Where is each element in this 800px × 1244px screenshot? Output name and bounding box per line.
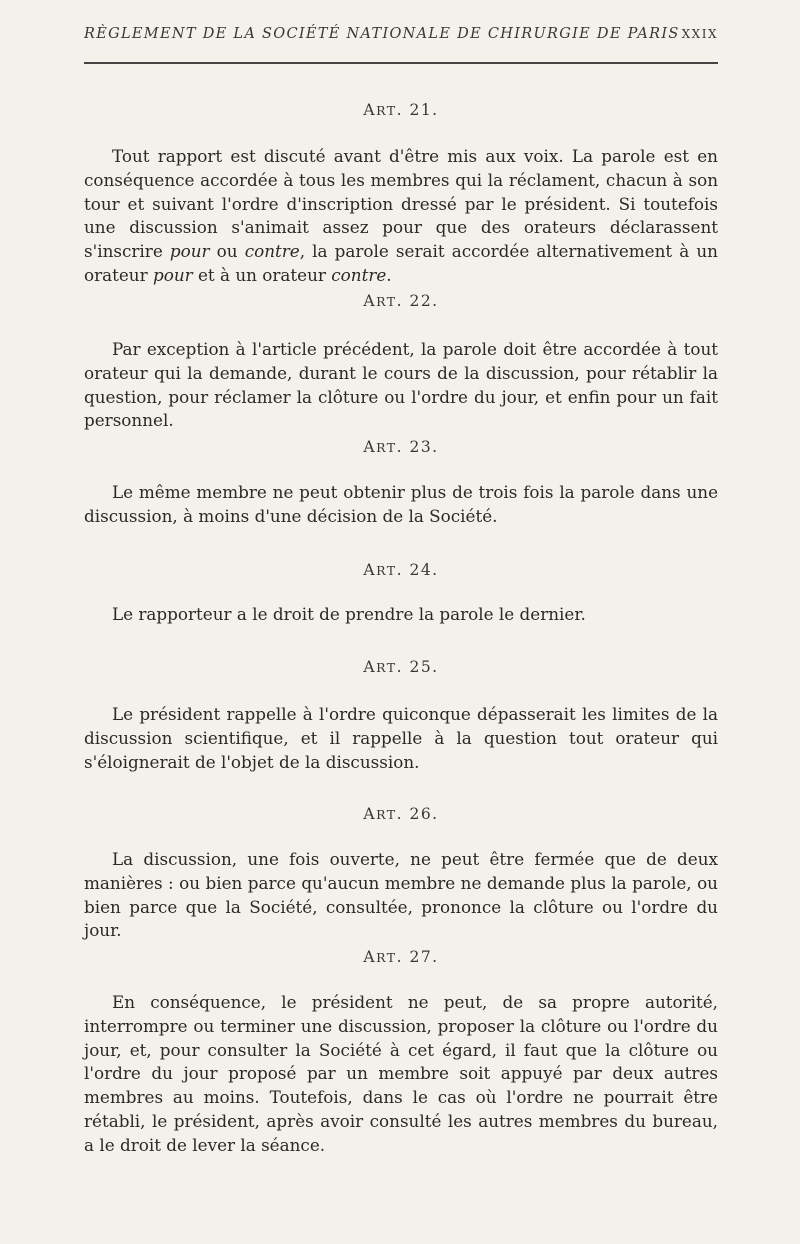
article-25-heading: ART. 25.	[363, 658, 439, 676]
article-21-heading: ART. 21.	[363, 101, 439, 119]
article-22-heading: ART. 22.	[363, 292, 439, 310]
article-25-text: Le président rappelle à l'ordre quiconque dépasserait les limites de la discussion scientifique, et il rappelle à la question tout orateur qui s'éloignerait de l'objet de la discussion.	[84, 704, 718, 772]
header-rule	[84, 62, 718, 64]
article-22-text: Par exception à l'article précédent, la parole doit être accordée à tout orateur qui la demande, durant le cours de la discussion, pour rétablir la question, pour réclamer la clôture ou l'ordre du jour, et enfin pour un fait personnel.	[84, 339, 718, 431]
article-23-text: Le même membre ne peut obtenir plus de trois fois la parole dans une discussion, à moins d'une décision de la Société.	[84, 482, 718, 526]
article-27-heading: ART. 27.	[363, 948, 439, 966]
article-23-heading: ART. 23.	[363, 438, 439, 456]
article-24-text: Le rapporteur a le droit de prendre la parole le dernier.	[112, 604, 586, 624]
article-26-heading: ART. 26.	[363, 805, 439, 823]
page-number: XXIX	[681, 27, 718, 41]
running-header	[84, 26, 718, 42]
article-24-heading: ART. 24.	[363, 561, 439, 579]
article-21-text: Tout rapport est discuté avant d'être mis aux voix. La parole est en conséquence accordée à tous les membres qui la réclament, chacun à son tour et suivant l'ordre d'inscription dressé par le président. Si toutefois une discussion s'animait assez pour que des orateurs déclarassent s'inscrire pour ou contre, la parole serait accordée alternativement à un orateur pour et à un orateur contre.	[84, 146, 718, 285]
running-title: RÈGLEMENT DE LA SOCIÉTÉ NATIONALE DE CHIRURGIE DE PARIS	[84, 26, 680, 42]
article-27-text: En conséquence, le président ne peut, de sa propre autorité, interrompre ou terminer une discussion, proposer la clôture ou l'ordre du jour, et, pour consulter la Société à cet égard, il faut que la clôture ou l'ordre du jour proposé par un membre soit appuyé par deux autres membres au moins. Toutefois, dans le cas où l'ordre ne pourrait être rétabli, le président, après avoir consulté les autres membres du bureau, a le droit de lever la séance.	[84, 992, 718, 1155]
article-26-text: La discussion, une fois ouverte, ne peut être fermée que de deux manières : ou bien parce qu'aucun membre ne demande plus la parole, ou bien parce que la Société, consultée, prononce la clôture ou l'ordre du jour.	[84, 849, 718, 941]
